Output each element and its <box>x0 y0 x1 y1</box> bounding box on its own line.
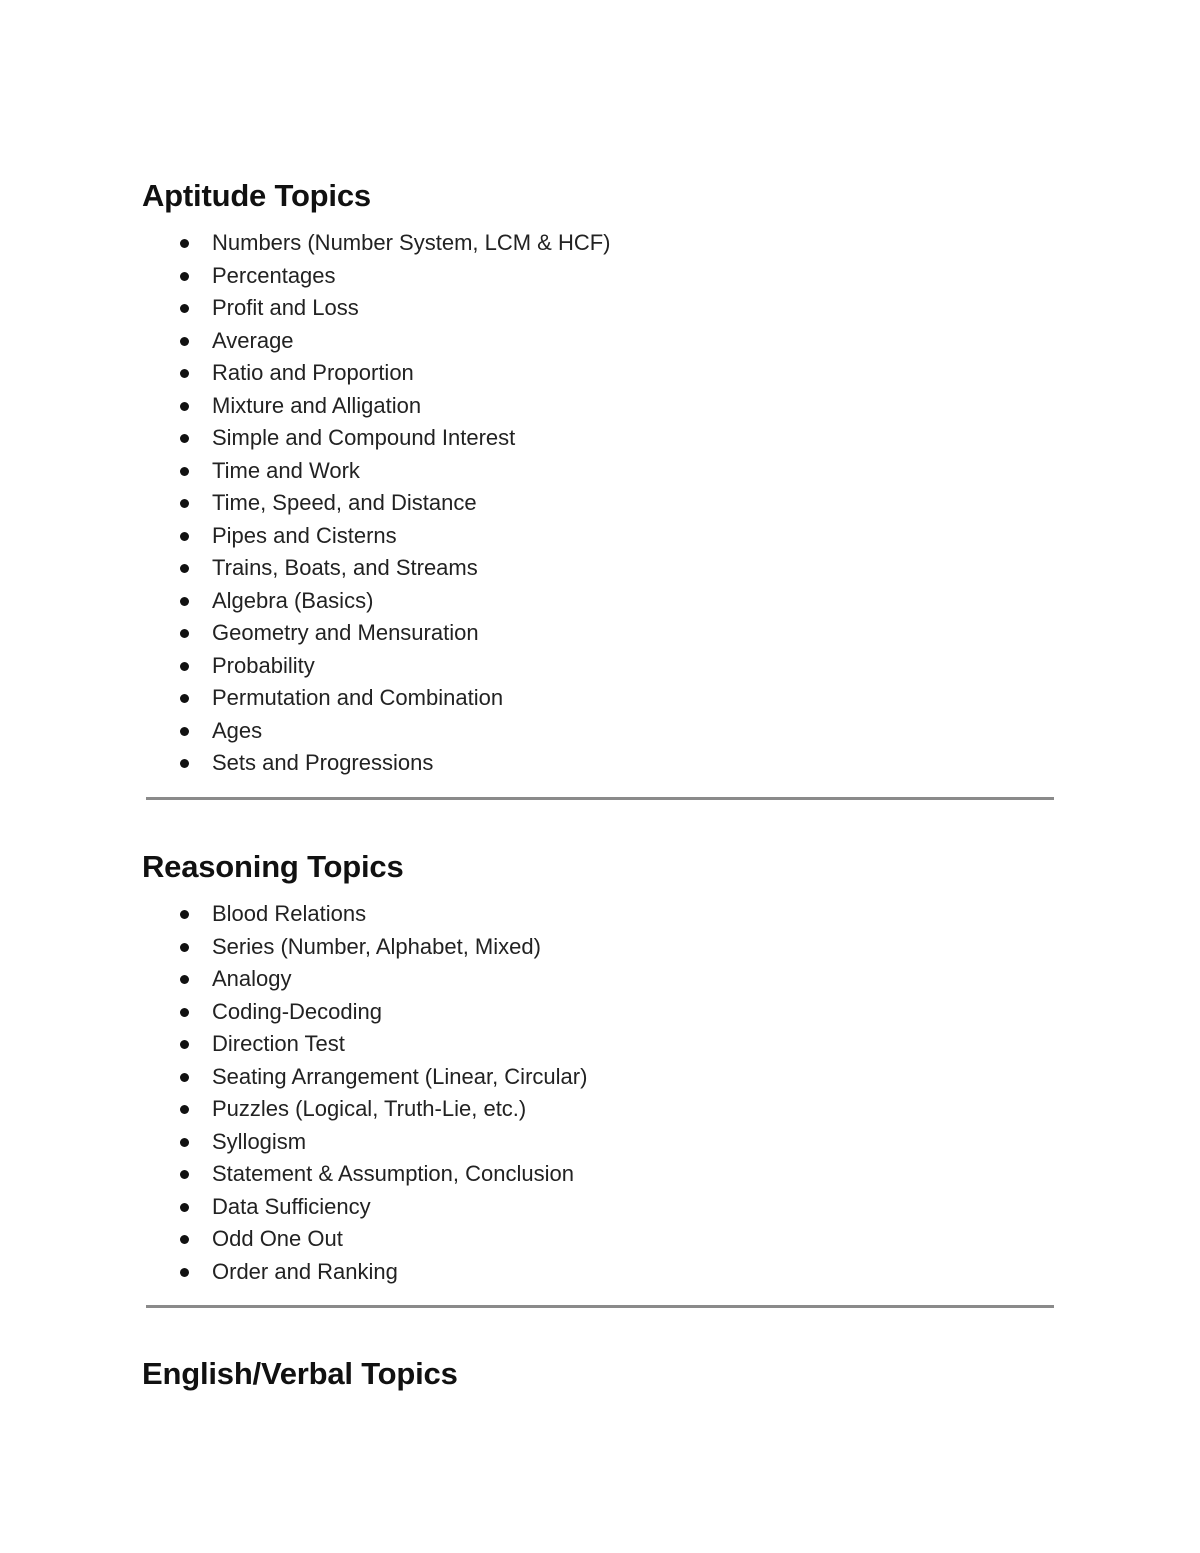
list-item-text: Probability <box>212 652 315 678</box>
list-item-text: Blood Relations <box>212 901 367 926</box>
list-item <box>142 650 1054 683</box>
list-item-text: Geometry and Mensuration <box>212 620 479 645</box>
list-item <box>142 455 1054 488</box>
list-item <box>142 422 1054 455</box>
list-item <box>142 617 1054 650</box>
list-item-text: Permutation and Combination <box>212 685 504 710</box>
list-item <box>142 552 1054 585</box>
list-item <box>142 520 1054 553</box>
aptitude-section <box>142 177 1054 780</box>
bullet-icon <box>180 402 189 411</box>
list-item-text: Time, Speed, and Distance <box>212 490 477 515</box>
list-item-text: Pipes and Cisterns <box>212 522 397 548</box>
list-item <box>142 1256 1054 1289</box>
list-item <box>142 996 1054 1029</box>
bullet-icon <box>180 943 189 952</box>
list-item <box>142 1223 1054 1256</box>
list-item <box>142 227 1054 260</box>
bullet-icon <box>180 1040 189 1049</box>
list-item <box>142 325 1054 358</box>
list-item <box>142 747 1054 780</box>
list-item-text: Puzzles (Logical, Truth-Lie, etc.) <box>212 1096 527 1121</box>
bullet-icon <box>180 434 189 443</box>
list-item <box>142 292 1054 325</box>
list-item <box>142 357 1054 390</box>
bullet-icon <box>180 1138 189 1147</box>
bullet-icon <box>180 304 189 313</box>
english-heading: English/Verbal Topics <box>142 1356 458 1391</box>
list-item <box>142 1028 1054 1061</box>
reasoning-topic-list <box>142 898 1054 1288</box>
bullet-icon <box>180 910 189 919</box>
aptitude-topic-list <box>142 227 1054 780</box>
list-item-text: Order and Ranking <box>212 1258 398 1284</box>
bullet-icon <box>180 532 189 541</box>
list-item-text: Percentages <box>212 262 336 288</box>
bullet-icon <box>180 564 189 573</box>
list-item <box>142 585 1054 618</box>
list-item-text: Time and Work <box>212 457 360 483</box>
bullet-icon <box>180 975 189 984</box>
list-item-text: Algebra (Basics) <box>212 587 374 613</box>
list-item <box>142 260 1054 293</box>
bullet-icon <box>180 239 189 248</box>
list-item-text: Statement & Assumption, Conclusion <box>212 1161 574 1186</box>
bullet-icon <box>180 662 189 671</box>
list-item-text: Ratio and Proportion <box>212 360 414 385</box>
list-item <box>142 898 1054 931</box>
list-item <box>142 1126 1054 1159</box>
bullet-icon <box>180 272 189 281</box>
list-item <box>142 1158 1054 1191</box>
list-item-text: Coding-Decoding <box>212 998 382 1024</box>
list-item-text: Average <box>212 327 294 353</box>
bullet-icon <box>180 1268 189 1277</box>
list-item-text: Odd One Out <box>212 1226 343 1251</box>
bullet-icon <box>180 1170 189 1179</box>
reasoning-section <box>142 848 1054 1288</box>
bullet-icon <box>180 759 189 768</box>
bullet-icon <box>180 499 189 508</box>
bullet-icon <box>180 727 189 736</box>
list-item-text: Syllogism <box>212 1128 307 1154</box>
section-divider <box>146 797 1054 800</box>
bullet-icon <box>180 1203 189 1212</box>
list-item-text: Simple and Compound Interest <box>212 425 516 450</box>
bullet-icon <box>180 1073 189 1082</box>
list-item-text: Analogy <box>212 966 292 991</box>
list-item-text: Series (Number, Alphabet, Mixed) <box>212 933 541 959</box>
bullet-icon <box>180 337 189 346</box>
bullet-icon <box>180 467 189 476</box>
list-item-text: Ages <box>212 717 263 743</box>
list-item <box>142 963 1054 996</box>
aptitude-heading: Aptitude Topics <box>142 178 371 213</box>
english-section <box>142 1355 1054 1405</box>
list-item-text: Trains, Boats, and Streams <box>212 555 478 580</box>
list-item-text: Sets and Progressions <box>212 750 434 775</box>
list-item <box>142 682 1054 715</box>
bullet-icon <box>180 1105 189 1114</box>
list-item-text: Mixture and Alligation <box>212 392 422 418</box>
bullet-icon <box>180 1008 189 1017</box>
list-item-text: Numbers (Number System, LCM & HCF) <box>212 230 611 255</box>
bullet-icon <box>180 597 189 606</box>
list-item <box>142 931 1054 964</box>
bullet-icon <box>180 1235 189 1244</box>
list-item <box>142 487 1054 520</box>
list-item <box>142 1093 1054 1126</box>
list-item-text: Profit and Loss <box>212 295 359 320</box>
list-item-text: Data Sufficiency <box>212 1193 371 1219</box>
bullet-icon <box>180 694 189 703</box>
reasoning-heading: Reasoning Topics <box>142 849 404 884</box>
list-item-text: Direction Test <box>212 1031 345 1056</box>
list-item <box>142 1191 1054 1224</box>
section-divider <box>146 1305 1054 1308</box>
bullet-icon <box>180 629 189 638</box>
list-item-text: Seating Arrangement (Linear, Circular) <box>212 1063 588 1089</box>
list-item <box>142 390 1054 423</box>
list-item <box>142 715 1054 748</box>
bullet-icon <box>180 369 189 378</box>
list-item <box>142 1061 1054 1094</box>
